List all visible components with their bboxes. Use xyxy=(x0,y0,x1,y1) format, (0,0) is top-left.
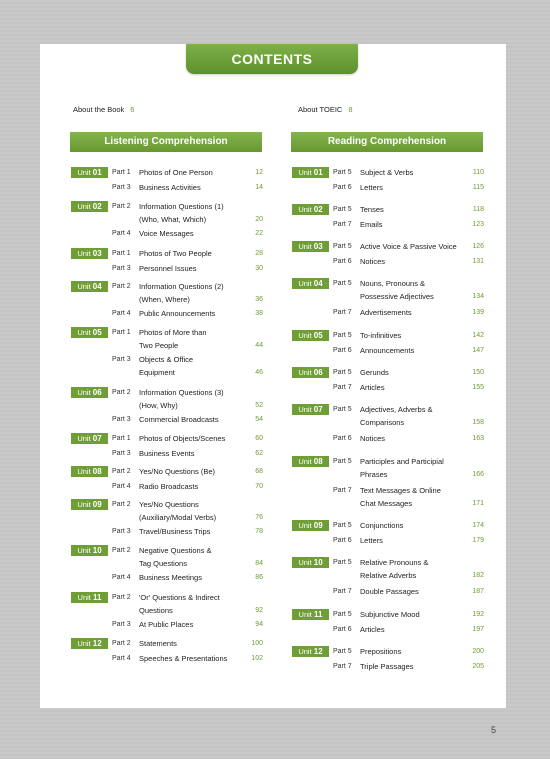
entry-title: Nouns, Pronouns & Possessive Adjectives xyxy=(360,279,434,301)
about-book-entry[interactable] xyxy=(73,105,134,114)
entry-title: Text Messages & Online Chat Messages xyxy=(360,486,441,508)
entry-page-number: 102 xyxy=(251,655,263,662)
about-book-label: About the Book xyxy=(73,105,125,114)
entry-title: At Public Places xyxy=(139,620,194,629)
entry-title: To-infinitives xyxy=(360,331,402,340)
part-label: Part 6 xyxy=(333,347,352,354)
unit-badge xyxy=(292,404,329,415)
entry-page-number: 131 xyxy=(472,258,484,265)
entry-page-number: 28 xyxy=(255,250,263,257)
entry-title: Triple Passages xyxy=(360,662,414,671)
entry-title: Conjunctions xyxy=(360,521,404,530)
entry-page-number: 123 xyxy=(472,221,484,228)
entry-page-number: 62 xyxy=(255,450,263,457)
entry-title: 'Or' Questions & Indirect Questions xyxy=(139,593,220,615)
part-label: Part 2 xyxy=(112,468,131,475)
unit-badge xyxy=(71,499,108,510)
unit-badge xyxy=(71,167,108,178)
unit-number: 04 xyxy=(313,279,323,288)
entry-page-number: 205 xyxy=(472,663,484,670)
part-label: Part 4 xyxy=(112,230,131,237)
entry-page-number: 70 xyxy=(255,483,263,490)
part-label: Part 2 xyxy=(112,640,131,647)
unit-label: Unit xyxy=(298,279,312,288)
part-label: Part 7 xyxy=(333,663,352,670)
unit-label: Unit xyxy=(77,388,91,397)
unit-label: Unit xyxy=(77,546,91,555)
contents-banner: CONTENTS xyxy=(186,44,358,74)
part-label: Part 7 xyxy=(333,384,352,391)
part-label: Part 5 xyxy=(333,406,352,413)
part-label: Part 3 xyxy=(112,184,131,191)
unit-label: Unit xyxy=(77,639,91,648)
entry-page-number: 20 xyxy=(255,216,263,223)
entry-page-number: 76 xyxy=(255,514,263,521)
entry-page-number: 54 xyxy=(255,416,263,423)
unit-badge xyxy=(292,330,329,341)
part-label: Part 5 xyxy=(333,369,352,376)
unit-label: Unit xyxy=(298,331,312,340)
entry-page-number: 197 xyxy=(472,626,484,633)
unit-label: Unit xyxy=(77,500,91,509)
entry-title: Adjectives, Adverbs & Comparisons xyxy=(360,405,433,427)
unit-badge xyxy=(292,204,329,215)
unit-label: Unit xyxy=(298,405,312,414)
part-label: Part 2 xyxy=(112,203,131,210)
part-label: Part 4 xyxy=(112,655,131,662)
entry-title: Objects & Office Equipment xyxy=(139,355,194,377)
entry-page-number: 158 xyxy=(472,419,484,426)
unit-badge xyxy=(71,592,108,603)
unit-badge xyxy=(71,638,108,649)
unit-number: 01 xyxy=(313,168,323,177)
entry-title: Photos of Objects/Scenes xyxy=(139,434,226,443)
unit-badge xyxy=(71,201,108,212)
part-label: Part 7 xyxy=(333,221,352,228)
entry-title: Announcements xyxy=(360,346,415,355)
unit-number: 07 xyxy=(92,434,102,443)
entry-title: Yes/No Questions (Auxiliary/Modal Verbs) xyxy=(139,500,217,522)
unit-number: 11 xyxy=(92,593,102,602)
entry-page-number: 52 xyxy=(255,402,263,409)
unit-label: Unit xyxy=(298,205,312,214)
about-toeic-page: 8 xyxy=(348,105,353,114)
entry-page-number: 147 xyxy=(472,347,484,354)
entry-page-number: 163 xyxy=(472,435,484,442)
part-label: Part 2 xyxy=(112,501,131,508)
entry-title: Photos of Two People xyxy=(139,249,212,258)
entry-title: Prepositions xyxy=(360,647,402,656)
entry-title: Information Questions (1) (Who, What, Which) xyxy=(139,202,224,224)
part-label: Part 7 xyxy=(333,487,352,494)
unit-label: Unit xyxy=(77,593,91,602)
unit-number: 03 xyxy=(313,242,323,251)
entry-title: Information Questions (2) (When, Where) xyxy=(139,282,224,304)
entry-page-number: 22 xyxy=(255,230,263,237)
unit-label: Unit xyxy=(77,168,91,177)
unit-badge xyxy=(292,520,329,531)
unit-label: Unit xyxy=(298,558,312,567)
unit-badge xyxy=(292,167,329,178)
part-label: Part 6 xyxy=(333,537,352,544)
entry-title: Articles xyxy=(360,625,385,634)
about-book-page: 6 xyxy=(130,105,135,114)
part-label: Part 5 xyxy=(333,559,352,566)
entry-title: Relative Pronouns & Relative Adverbs xyxy=(360,558,429,580)
entry-page-number: 12 xyxy=(255,169,263,176)
entry-page-number: 171 xyxy=(472,500,484,507)
unit-number: 07 xyxy=(313,405,323,414)
entry-page-number: 179 xyxy=(472,537,484,544)
reading-section-header: Reading Comprehension xyxy=(291,132,483,152)
part-label: Part 5 xyxy=(333,169,352,176)
entry-page-number: 84 xyxy=(255,560,263,567)
unit-label: Unit xyxy=(298,647,312,656)
entry-title: Advertisements xyxy=(360,308,412,317)
entry-page-number: 38 xyxy=(255,310,263,317)
unit-number: 02 xyxy=(92,202,102,211)
part-label: Part 2 xyxy=(112,547,131,554)
part-label: Part 5 xyxy=(333,280,352,287)
part-label: Part 3 xyxy=(112,450,131,457)
unit-badge xyxy=(292,241,329,252)
unit-badge xyxy=(71,248,108,259)
unit-number: 10 xyxy=(92,546,102,555)
part-label: Part 3 xyxy=(112,265,131,272)
unit-number: 09 xyxy=(313,521,323,530)
entry-page-number: 68 xyxy=(255,468,263,475)
entry-title: Articles xyxy=(360,383,385,392)
part-label: Part 1 xyxy=(112,169,131,176)
entry-title: Double Passages xyxy=(360,587,419,596)
entry-page-number: 30 xyxy=(255,265,263,272)
unit-badge xyxy=(292,557,329,568)
part-label: Part 7 xyxy=(333,309,352,316)
entry-title: Letters xyxy=(360,536,383,545)
unit-label: Unit xyxy=(298,168,312,177)
entry-title: Yes/No Questions (Be) xyxy=(139,467,216,476)
entry-title: Notices xyxy=(360,434,386,443)
entry-page-number: 126 xyxy=(472,243,484,250)
entry-page-number: 86 xyxy=(255,574,263,581)
part-label: Part 3 xyxy=(112,528,131,535)
entry-page-number: 118 xyxy=(472,206,484,213)
entry-page-number: 200 xyxy=(472,648,484,655)
entry-title: Photos of More than Two People xyxy=(139,328,207,350)
unit-label: Unit xyxy=(77,467,91,476)
entry-title: Business Events xyxy=(139,449,195,458)
entry-title: Statements xyxy=(139,639,177,648)
unit-number: 08 xyxy=(313,457,323,466)
unit-number: 06 xyxy=(313,368,323,377)
part-label: Part 4 xyxy=(112,310,131,317)
unit-badge xyxy=(71,466,108,477)
part-label: Part 5 xyxy=(333,332,352,339)
unit-number: 08 xyxy=(92,467,102,476)
unit-badge xyxy=(71,327,108,338)
entry-title: Subject & Verbs xyxy=(360,168,414,177)
entry-page-number: 44 xyxy=(255,342,263,349)
unit-number: 11 xyxy=(313,610,323,619)
part-label: Part 6 xyxy=(333,626,352,633)
part-label: Part 6 xyxy=(333,184,352,191)
entry-title: Radio Broadcasts xyxy=(139,482,199,491)
unit-label: Unit xyxy=(77,328,91,337)
unit-label: Unit xyxy=(77,434,91,443)
entry-title: Gerunds xyxy=(360,368,389,377)
entry-title: Participles and Participial Phrases xyxy=(360,457,444,479)
unit-number: 12 xyxy=(313,647,323,656)
part-label: Part 6 xyxy=(333,435,352,442)
entry-page-number: 92 xyxy=(255,607,263,614)
entry-page-number: 46 xyxy=(255,369,263,376)
unit-badge xyxy=(292,278,329,289)
unit-badge xyxy=(292,609,329,620)
entry-title: Letters xyxy=(360,183,383,192)
unit-number: 05 xyxy=(313,331,323,340)
entry-title: Information Questions (3) (How, Why) xyxy=(139,388,224,410)
entry-title: Subjunctive Mood xyxy=(360,610,420,619)
unit-number: 05 xyxy=(92,328,102,337)
part-label: Part 4 xyxy=(112,483,131,490)
unit-label: Unit xyxy=(77,282,91,291)
part-label: Part 6 xyxy=(333,258,352,265)
part-label: Part 7 xyxy=(333,588,352,595)
entry-page-number: 142 xyxy=(472,332,484,339)
entry-title: Business Meetings xyxy=(139,573,202,582)
part-label: Part 5 xyxy=(333,243,352,250)
entry-page-number: 36 xyxy=(255,296,263,303)
entry-title: Business Activities xyxy=(139,183,201,192)
unit-badge xyxy=(292,367,329,378)
entry-page-number: 150 xyxy=(472,369,484,376)
part-label: Part 5 xyxy=(333,522,352,529)
part-label: Part 5 xyxy=(333,206,352,213)
unit-badge xyxy=(292,646,329,657)
unit-number: 03 xyxy=(92,249,102,258)
entry-title: Voice Messages xyxy=(139,229,194,238)
listening-section-header: Listening Comprehension xyxy=(70,132,262,152)
unit-badge xyxy=(71,545,108,556)
entry-title: Emails xyxy=(360,220,383,229)
part-label: Part 1 xyxy=(112,329,131,336)
unit-number: 02 xyxy=(313,205,323,214)
entry-title: Notices xyxy=(360,257,386,266)
entry-title: Negative Questions & Tag Questions xyxy=(139,546,212,568)
unit-number: 06 xyxy=(92,388,102,397)
entry-title: Public Announcements xyxy=(139,309,216,318)
entry-page-number: 192 xyxy=(472,611,484,618)
entry-page-number: 78 xyxy=(255,528,263,535)
entry-page-number: 155 xyxy=(472,384,484,391)
about-toeic-entry[interactable] xyxy=(298,105,353,114)
entry-page-number: 94 xyxy=(255,621,263,628)
entry-page-number: 115 xyxy=(472,184,484,191)
unit-label: Unit xyxy=(298,521,312,530)
unit-number: 10 xyxy=(313,558,323,567)
contents-page xyxy=(40,44,506,708)
entry-title: Commercial Broadcasts xyxy=(139,415,219,424)
entry-title: Photos of One Person xyxy=(139,168,213,177)
part-label: Part 1 xyxy=(112,435,131,442)
entry-page-number: 174 xyxy=(472,522,484,529)
entry-page-number: 134 xyxy=(472,293,484,300)
unit-label: Unit xyxy=(77,249,91,258)
unit-label: Unit xyxy=(298,368,312,377)
unit-badge xyxy=(71,433,108,444)
entry-page-number: 110 xyxy=(472,169,484,176)
part-label: Part 5 xyxy=(333,648,352,655)
part-label: Part 2 xyxy=(112,283,131,290)
part-label: Part 3 xyxy=(112,621,131,628)
unit-badge xyxy=(71,281,108,292)
entry-title: Personnel Issues xyxy=(139,264,197,273)
part-label: Part 3 xyxy=(112,416,131,423)
unit-label: Unit xyxy=(298,457,312,466)
unit-label: Unit xyxy=(298,242,312,251)
entry-title: Travel/Business Trips xyxy=(139,527,211,536)
unit-number: 01 xyxy=(92,168,102,177)
part-label: Part 3 xyxy=(112,356,131,363)
unit-number: 12 xyxy=(92,639,102,648)
entry-page-number: 14 xyxy=(255,184,263,191)
entry-page-number: 166 xyxy=(472,471,484,478)
entry-page-number: 182 xyxy=(472,572,484,579)
entry-title: Active Voice & Passive Voice xyxy=(360,242,457,251)
page-number: 5 xyxy=(491,725,497,735)
unit-label: Unit xyxy=(77,202,91,211)
entry-title: Tenses xyxy=(360,205,384,214)
unit-number: 09 xyxy=(92,500,102,509)
about-toeic-label: About TOEIC xyxy=(298,105,343,114)
unit-label: Unit xyxy=(298,610,312,619)
part-label: Part 5 xyxy=(333,611,352,618)
unit-number: 04 xyxy=(92,282,102,291)
entry-page-number: 100 xyxy=(251,640,263,647)
part-label: Part 4 xyxy=(112,574,131,581)
part-label: Part 1 xyxy=(112,250,131,257)
part-label: Part 2 xyxy=(112,389,131,396)
entry-title: Speeches & Presentations xyxy=(139,654,228,663)
entry-page-number: 60 xyxy=(255,435,263,442)
part-label: Part 2 xyxy=(112,594,131,601)
entry-page-number: 187 xyxy=(472,588,484,595)
unit-badge xyxy=(292,456,329,467)
entry-page-number: 139 xyxy=(472,309,484,316)
unit-badge xyxy=(71,387,108,398)
part-label: Part 5 xyxy=(333,458,352,465)
